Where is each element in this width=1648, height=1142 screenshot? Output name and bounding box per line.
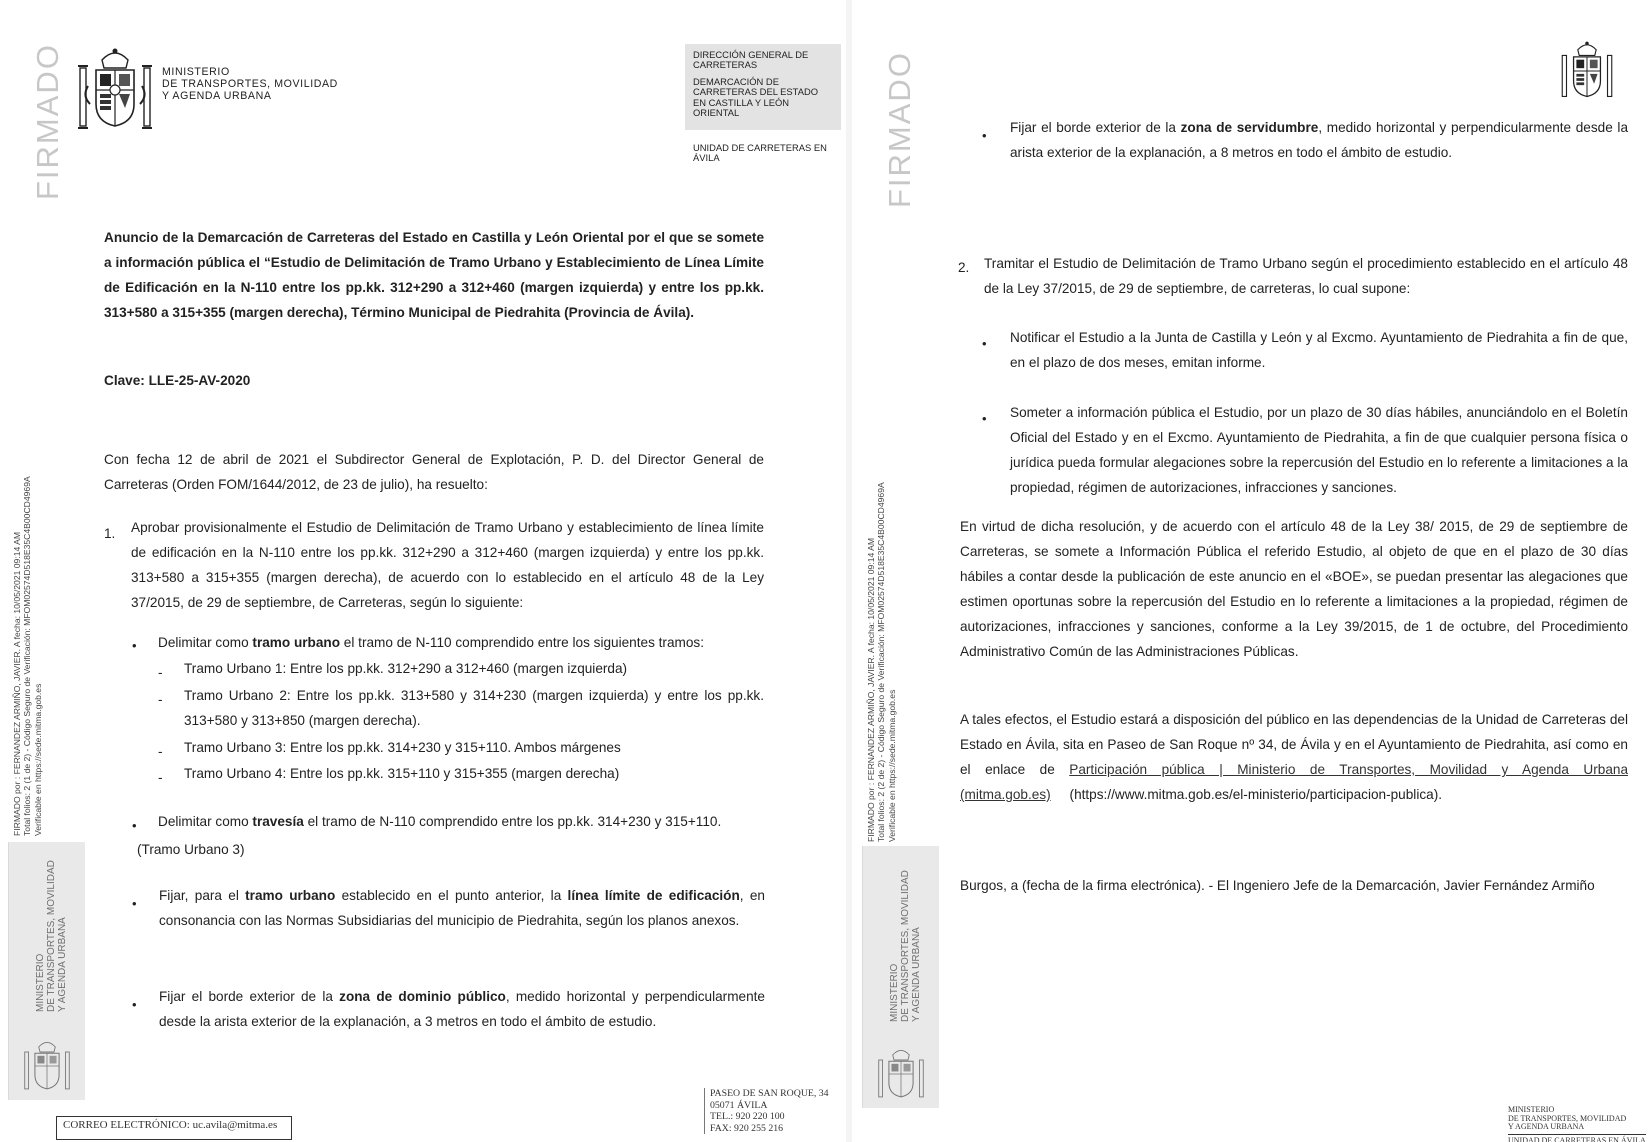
demarcation-name: DEMARCACIÓN DE CARRETERAS DEL ESTADO EN CASTILLA Y LEÓN ORIENTAL (693, 75, 819, 119)
dash-icon: - (158, 770, 163, 785)
signature-line: FIRMADO por : FERNANDEZ ARMIÑO, JAVIER. A fecha: 10/05/2021 09:14 AM (12, 531, 22, 836)
participacion-publica-url[interactable]: (https://www.mitma.gob.es/el-ministerio/participacion-publica). (1069, 787, 1443, 802)
footer-ministry (1508, 1106, 1646, 1142)
text-run: , medido horizontal y perpendicularmente desde la arista exterior de la explanación, a 3 metros en todo el ámbito de estudio. (159, 989, 765, 1029)
text-run-bold: travesía (252, 814, 304, 829)
signature-line: Verificable en https://sede.mitma.gob.es (32, 683, 43, 836)
address-line: TEL.: 920 220 100 (710, 1111, 785, 1123)
bullet-icon: • (132, 997, 137, 1012)
dash-icon: - (158, 744, 163, 759)
text-run: Fijar el borde exterior de la (159, 989, 340, 1004)
footer-unit: UNIDAD DE CARRETERAS EN ÁVILA (1508, 1134, 1646, 1142)
closing-signature: Burgos, a (fecha de la firma electrónica). - El Ingeniero Jefe de la Demarcación, Javier Fernández Armiño (960, 878, 1595, 893)
unit-heading: UNIDAD DE CARRETERAS EN ÁVILA (693, 142, 827, 164)
footer-ministry-line: MINISTERIO (1508, 1105, 1555, 1114)
footer-ministry-line: DE TRANSPORTES, MOVILIDAD (1508, 1113, 1627, 1123)
reference-code: Clave: LLE-25-AV-2020 (104, 373, 251, 388)
ministry-side-line: MINISTERIO (35, 953, 46, 1012)
dash-icon: - (158, 665, 163, 680)
footer-address (704, 1088, 829, 1134)
coat-of-arms-icon (19, 1038, 75, 1094)
text-run-bold: tramo urbano (252, 635, 341, 650)
footer-ministry-line: Y AGENDA URBANA (1508, 1122, 1585, 1132)
text-run: A tales efectos, el Estudio estará a disposición del público en las dependencias de la Unidad de Carreteras del Estado en Ávila, sita en Paseo de San Roque nº 34, de Ávila y en el Ayuntamiento de Piedrahita, así como en el enlace de (960, 712, 1628, 777)
directorate-box (685, 44, 841, 130)
text-run: Delimitar como (158, 814, 253, 829)
ministry-side-line: DE TRANSPORTES, MOVILIDAD (46, 860, 57, 1012)
ministry-side-label (889, 870, 922, 1022)
firmado-watermark: FIRMADO (30, 43, 65, 200)
signature-line: FIRMADO por : FERNANDEZ ARMIÑO, JAVIER. A fecha: 10/05/2021 09:14 AM (866, 537, 876, 842)
tramo-item: Tramo Urbano 2: Entre los pp.kk. 313+580 y 314+230 (margen izquierda) y entre los pp.kk. 313+580 y 313+850 (margen derecha). (184, 688, 764, 728)
bullet-icon: • (132, 638, 137, 653)
intro-paragraph: Con fecha 12 de abril de 2021 el Subdirector General de Explotación, P. D. del Director General de Carreteras (Orden FOM/1644/2012, de 23 de julio), ha resuelto: (104, 452, 764, 492)
ministry-side-line: DE TRANSPORTES, MOVILIDAD (900, 870, 911, 1022)
signature-line: Total folios: 2 (1 de 2) - Código Seguro de Verificación: MFOM02574D518E35C4B00CD4969A (22, 476, 33, 836)
text-run-bold: zona de dominio público (339, 989, 506, 1004)
text-run-bold: tramo urbano (245, 888, 336, 903)
document-page-2 (852, 0, 1648, 1142)
text-run: Fijar, para el (159, 888, 246, 903)
bullet-informacion-publica: Someter a información pública el Estudio, por un plazo de 30 días hábiles, anunciándolo en el Boletín Oficial del Estado y en el Excmo. Ayuntamiento de Piedrahita, a fin de que cualquier persona física o jurídica pueda formular alegaciones sobre la repercusión del Estudio en lo referente a limitaciones a la propiedad, régimen de autorizaciones, infracciones y sanciones. (1010, 405, 1628, 495)
firmado-watermark: FIRMADO (882, 51, 917, 208)
electronic-signature-stamp (12, 476, 43, 836)
coat-of-arms-icon (873, 1046, 929, 1102)
bullet-servidumbre (1010, 115, 1628, 165)
tramo-item: Tramo Urbano 3: Entre los pp.kk. 314+230 y 315+110. Ambos márgenes (184, 740, 621, 755)
address-line: 05071 ÁVILA (710, 1099, 768, 1111)
availability-paragraph (960, 707, 1628, 807)
text-run: establecido en el punto anterior, la (335, 888, 568, 903)
ministry-line: DE TRANSPORTES, MOVILIDAD (162, 78, 338, 91)
bullet-travesia (158, 809, 768, 834)
ministry-line: MINISTERIO (162, 66, 230, 78)
signature-line: Verificable en https://sede.mitma.gob.es (886, 689, 897, 842)
participacion-publica-link[interactable]: Participación pública | Ministerio de Transportes, Movilidad y Agenda Urbana (mitma.gob.es) (960, 762, 1629, 802)
ministry-side-line: Y AGENDA URBANA (57, 917, 68, 1012)
ministry-side-line: Y AGENDA URBANA (911, 927, 922, 1022)
bullet-linea-limite (159, 883, 765, 933)
resolution-paragraph: En virtud de dicha resolución, y de acuerdo con el artículo 48 de la Ley 38/ 2015, de 29 de septiembre de Carreteras, se somete a Información Pública el referido Estudio, al objeto de que en el plazo de 30 días hábiles a contar desde la publicación de este anuncio en el «BOE», se puedan presentar las alegaciones que estimen oportunas sobre la repercusión del Estudio en lo referente a limitaciones a la propiedad, régimen de autorizaciones, infracciones y sanciones, conforme a la Ley 39/2015, de 1 de octubre, del Procedimiento Administrativo Común de las Administraciones Públicas. (960, 519, 1628, 659)
bullet-icon: • (982, 336, 987, 351)
email-label: CORREO ELECTRÓNICO: (63, 1119, 190, 1131)
dash-icon: - (158, 692, 163, 707)
item-number: 1. (104, 526, 116, 541)
text-run: Delimitar como (158, 635, 253, 650)
item-1-text: Aprobar provisionalmente el Estudio de Delimitación de Tramo Urbano y establecimiento de línea límite de edificación en la N-110 entre los pp.kk. 312+290 a 312+460 (margen izquierda) y entre los pp.kk. 313+580 a 315+355 (margen derecha), de acuerdo con lo establecido en el artículo 48 de la Ley 37/2015, de 29 de septiembre, de Carreteras, según lo siguiente: (131, 520, 764, 610)
ministry-side-strip (8, 842, 85, 1100)
coat-of-arms-icon (74, 46, 156, 134)
bullet-icon: • (982, 128, 987, 143)
coat-of-arms-icon (1558, 38, 1616, 104)
bullet-icon: • (982, 411, 987, 426)
footer-email (56, 1116, 292, 1140)
ministry-side-strip (862, 846, 939, 1108)
bullet-notificar: Notificar el Estudio a la Junta de Castilla y León y al Excmo. Ayuntamiento de Piedrahita a fin de que, en el plazo de dos meses, emitan informe. (1010, 330, 1628, 370)
bullet-tramo-urbano (158, 630, 758, 655)
address-line: FAX: 920 255 216 (710, 1122, 784, 1134)
bullet-travesia-note: (Tramo Urbano 3) (137, 842, 245, 857)
electronic-signature-stamp (866, 482, 897, 842)
tramo-item: Tramo Urbano 1: Entre los pp.kk. 312+290 a 312+460 (margen izquierda) (184, 661, 628, 676)
text-run: , en consonancia con las Normas Subsidiarias del municipio de Piedrahita, según los planos anexos. (159, 888, 765, 928)
address-line: PASEO DE SAN ROQUE, 34 (710, 1088, 829, 1099)
bullet-icon: • (132, 896, 137, 911)
ministry-heading (162, 66, 338, 103)
ministry-line: Y AGENDA URBANA (162, 90, 272, 103)
ministry-side-line: MINISTERIO (889, 963, 900, 1022)
text-run-bold: línea límite de edificación (567, 888, 740, 903)
bullet-dominio-publico (159, 984, 765, 1034)
signature-line: Total folios: 2 (2 de 2) - Código Seguro de Verificación: MFOM02574D518E35C4B00CD4969A (876, 482, 887, 842)
text-run: el tramo de N-110 comprendido entre los pp.kk. 314+230 y 315+110. (303, 814, 722, 829)
text-run-bold: zona de servidumbre (1180, 120, 1319, 135)
item-number: 2. (958, 260, 970, 275)
directorate-general: DIRECCIÓN GENERAL DE CARRETERAS (693, 49, 809, 71)
item-2-text: Tramitar el Estudio de Delimitación de Tramo Urbano según el procedimiento establecido en el artículo 48 de la Ley 37/2015, de 29 de septiembre, de carreteras, lo cual supone: (984, 256, 1628, 296)
announcement-title: Anuncio de la Demarcación de Carreteras del Estado en Castilla y León Oriental por el que se somete a información pública el “Estudio de Delimitación de Tramo Urbano y Establecimiento de Línea Límite de Edificación en la N-110 entre los pp.kk. 312+290 a 312+460 (margen izquierda) y entre los pp.kk. 313+580 a 315+355 (margen derecha), Término Municipal de Piedrahita (Provincia de Ávila). (104, 230, 764, 320)
text-run: el tramo de N-110 comprendido entre los siguientes tramos: (340, 635, 704, 650)
text-run: , medido horizontal y perpendicularmente desde la arista exterior de la explanación, a 8 metros en todo el ámbito de estudio. (1010, 120, 1629, 160)
text-run: Fijar el borde exterior de la (1010, 120, 1181, 135)
bullet-icon: • (132, 818, 137, 833)
tramo-item: Tramo Urbano 4: Entre los pp.kk. 315+110 y 315+355 (margen derecha) (184, 766, 620, 781)
ministry-side-label (35, 860, 68, 1012)
email-address: uc.avila@mitma.es (192, 1119, 278, 1131)
